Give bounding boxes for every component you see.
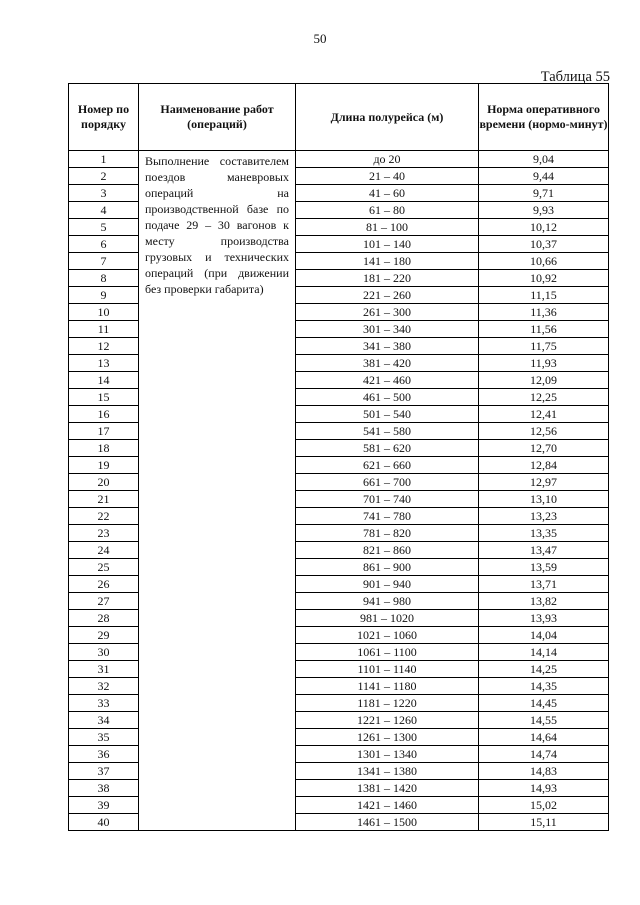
row-norm: 14,35	[479, 678, 609, 695]
row-norm: 14,55	[479, 712, 609, 729]
row-norm: 12,09	[479, 372, 609, 389]
row-number: 32	[69, 678, 139, 695]
row-norm: 15,02	[479, 797, 609, 814]
row-number: 9	[69, 287, 139, 304]
row-number: 20	[69, 474, 139, 491]
row-length: 541 – 580	[296, 423, 479, 440]
row-length: 1141 – 1180	[296, 678, 479, 695]
row-length: 81 – 100	[296, 219, 479, 236]
row-norm: 14,25	[479, 661, 609, 678]
norms-table	[68, 83, 609, 831]
row-length: 61 – 80	[296, 202, 479, 219]
row-norm: 14,04	[479, 627, 609, 644]
row-number: 23	[69, 525, 139, 542]
row-number: 26	[69, 576, 139, 593]
row-norm: 11,15	[479, 287, 609, 304]
row-norm: 10,66	[479, 253, 609, 270]
row-number: 30	[69, 644, 139, 661]
row-length: 861 – 900	[296, 559, 479, 576]
row-length: 301 – 340	[296, 321, 479, 338]
row-length: 941 – 980	[296, 593, 479, 610]
row-norm: 13,82	[479, 593, 609, 610]
row-number: 33	[69, 695, 139, 712]
row-norm: 14,83	[479, 763, 609, 780]
row-number: 29	[69, 627, 139, 644]
row-norm: 13,47	[479, 542, 609, 559]
row-length: 21 – 40	[296, 168, 479, 185]
row-number: 28	[69, 610, 139, 627]
row-norm: 14,14	[479, 644, 609, 661]
header-row	[69, 84, 609, 151]
row-norm: 14,45	[479, 695, 609, 712]
row-length: 381 – 420	[296, 355, 479, 372]
row-length: 781 – 820	[296, 525, 479, 542]
row-number: 10	[69, 304, 139, 321]
row-number: 4	[69, 202, 139, 219]
row-number: 5	[69, 219, 139, 236]
row-length: 581 – 620	[296, 440, 479, 457]
row-length: 261 – 300	[296, 304, 479, 321]
header-norm: Норма оперативного времени (нормо-минут)	[479, 84, 609, 151]
row-norm: 9,04	[479, 151, 609, 168]
row-length: 1381 – 1420	[296, 780, 479, 797]
operation-name: Выполнение составителем поездов маневровых операций на производственной базе по подаче 29 – 30 вагонов к месту производства грузовых и технических операций (при движении без проверки габарита)	[139, 151, 296, 831]
row-norm: 12,70	[479, 440, 609, 457]
row-norm: 11,75	[479, 338, 609, 355]
row-norm: 11,93	[479, 355, 609, 372]
row-norm: 9,44	[479, 168, 609, 185]
row-number: 40	[69, 814, 139, 831]
row-number: 3	[69, 185, 139, 202]
row-length: 1461 – 1500	[296, 814, 479, 831]
row-number: 38	[69, 780, 139, 797]
row-length: 821 – 860	[296, 542, 479, 559]
row-number: 19	[69, 457, 139, 474]
page-number: 50	[313, 31, 327, 46]
row-norm: 9,93	[479, 202, 609, 219]
header-operation: Наименование работ (операций)	[139, 84, 296, 151]
row-number: 1	[69, 151, 139, 168]
row-length: 501 – 540	[296, 406, 479, 423]
row-number: 22	[69, 508, 139, 525]
row-length: 1061 – 1100	[296, 644, 479, 661]
row-norm: 12,25	[479, 389, 609, 406]
row-number: 37	[69, 763, 139, 780]
row-number: 15	[69, 389, 139, 406]
row-norm: 12,97	[479, 474, 609, 491]
row-number: 24	[69, 542, 139, 559]
row-number: 25	[69, 559, 139, 576]
row-number: 21	[69, 491, 139, 508]
row-number: 34	[69, 712, 139, 729]
row-length: 661 – 700	[296, 474, 479, 491]
row-length: до 20	[296, 151, 479, 168]
row-length: 701 – 740	[296, 491, 479, 508]
row-length: 421 – 460	[296, 372, 479, 389]
row-norm: 12,56	[479, 423, 609, 440]
row-norm: 10,37	[479, 236, 609, 253]
row-number: 12	[69, 338, 139, 355]
row-length: 1101 – 1140	[296, 661, 479, 678]
row-length: 981 – 1020	[296, 610, 479, 627]
row-norm: 13,71	[479, 576, 609, 593]
row-length: 1181 – 1220	[296, 695, 479, 712]
row-number: 35	[69, 729, 139, 746]
row-number: 18	[69, 440, 139, 457]
header-length: Длина полурейса (м)	[296, 84, 479, 151]
row-norm: 13,59	[479, 559, 609, 576]
row-length: 461 – 500	[296, 389, 479, 406]
row-norm: 12,41	[479, 406, 609, 423]
row-length: 1301 – 1340	[296, 746, 479, 763]
row-norm: 10,92	[479, 270, 609, 287]
row-number: 17	[69, 423, 139, 440]
table-row	[69, 151, 609, 168]
row-number: 11	[69, 321, 139, 338]
row-norm: 13,10	[479, 491, 609, 508]
row-norm: 13,23	[479, 508, 609, 525]
row-length: 341 – 380	[296, 338, 479, 355]
row-length: 221 – 260	[296, 287, 479, 304]
table-caption: Таблица 55	[540, 69, 610, 85]
row-norm: 13,35	[479, 525, 609, 542]
row-norm: 15,11	[479, 814, 609, 831]
row-norm: 14,64	[479, 729, 609, 746]
row-length: 1021 – 1060	[296, 627, 479, 644]
row-number: 16	[69, 406, 139, 423]
row-number: 14	[69, 372, 139, 389]
row-length: 1421 – 1460	[296, 797, 479, 814]
row-length: 621 – 660	[296, 457, 479, 474]
row-number: 2	[69, 168, 139, 185]
table-body	[69, 151, 609, 831]
row-number: 6	[69, 236, 139, 253]
row-length: 141 – 180	[296, 253, 479, 270]
row-length: 41 – 60	[296, 185, 479, 202]
row-number: 7	[69, 253, 139, 270]
row-number: 27	[69, 593, 139, 610]
row-norm: 13,93	[479, 610, 609, 627]
row-length: 901 – 940	[296, 576, 479, 593]
row-length: 1221 – 1260	[296, 712, 479, 729]
row-norm: 14,74	[479, 746, 609, 763]
row-number: 8	[69, 270, 139, 287]
row-number: 31	[69, 661, 139, 678]
row-number: 39	[69, 797, 139, 814]
header-number: Номер по порядку	[69, 84, 139, 151]
row-length: 181 – 220	[296, 270, 479, 287]
row-norm: 11,36	[479, 304, 609, 321]
row-number: 36	[69, 746, 139, 763]
row-length: 101 – 140	[296, 236, 479, 253]
row-length: 1341 – 1380	[296, 763, 479, 780]
row-norm: 11,56	[479, 321, 609, 338]
row-length: 1261 – 1300	[296, 729, 479, 746]
row-norm: 12,84	[479, 457, 609, 474]
row-norm: 14,93	[479, 780, 609, 797]
row-norm: 10,12	[479, 219, 609, 236]
row-norm: 9,71	[479, 185, 609, 202]
row-length: 741 – 780	[296, 508, 479, 525]
row-number: 13	[69, 355, 139, 372]
